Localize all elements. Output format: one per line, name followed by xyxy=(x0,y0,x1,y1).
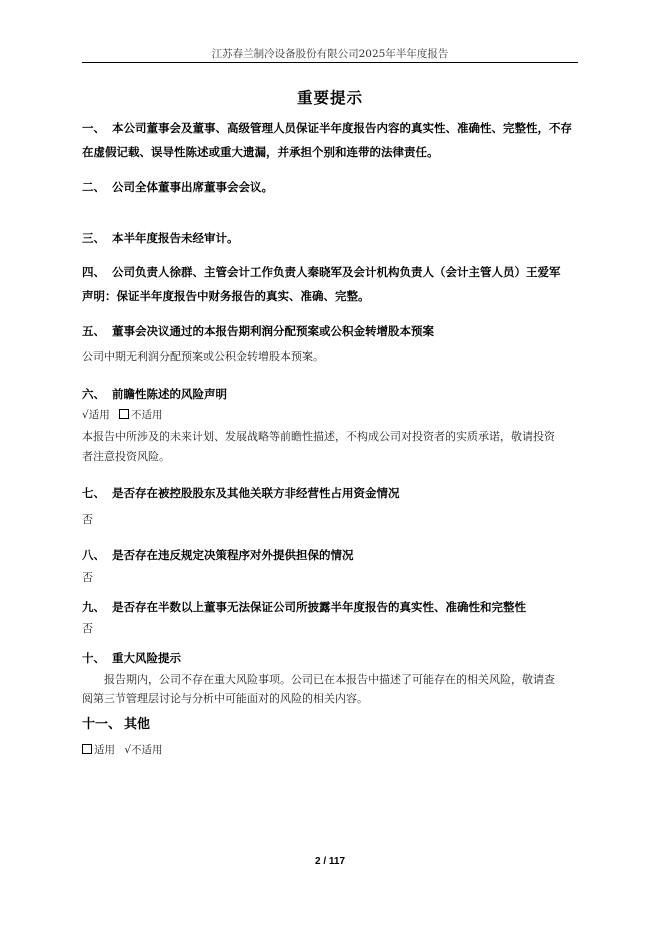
section-2-heading xyxy=(82,176,273,198)
section-8-body: 否 xyxy=(82,571,93,584)
not-applicable-unchecked: 不适用 xyxy=(131,409,163,421)
section-number: 七、 xyxy=(82,486,105,500)
section-8-heading xyxy=(82,544,354,566)
section-text: 前瞻性陈述的风险声明 xyxy=(112,387,227,401)
section-text: 董事会决议通过的本报告期利润分配预案或公积金转增股本预案 xyxy=(112,324,434,338)
section-5-body: 公司中期无利润分配预案或公积金转增股本预案。 xyxy=(82,350,324,363)
section-number: 一、 xyxy=(82,121,105,135)
section-text: 重大风险提示 xyxy=(112,651,181,665)
section-number: 十、 xyxy=(82,651,105,665)
section-text: 是否存在被控股股东及其他关联方非经营性占用资金情况 xyxy=(112,486,400,500)
section-10-heading xyxy=(82,647,181,669)
section-11-applicability xyxy=(82,740,582,761)
section-10-body-line-2: 阅第三节管理层讨论与分析中可能面对的风险的相关内容。 xyxy=(82,692,368,705)
section-number: 三、 xyxy=(82,231,105,245)
not-applicable-checked: √不适用 xyxy=(124,744,163,756)
section-4-heading xyxy=(82,261,561,283)
section-number: 六、 xyxy=(82,387,105,401)
section-text: 本半年度报告未经审计。 xyxy=(112,231,239,245)
section-text: 是否存在半数以上董事无法保证公司所披露半年度报告的真实性、准确性和完整性 xyxy=(112,600,526,614)
section-5-heading xyxy=(82,320,434,342)
section-6-body-line-2: 者注意投资风险。 xyxy=(82,450,170,463)
section-1-heading xyxy=(82,117,572,139)
section-6-heading xyxy=(82,383,227,405)
section-3-heading xyxy=(82,227,239,249)
section-9-body: 否 xyxy=(82,622,93,635)
section-4-continuation: 声明：保证半年度报告中财务报告的真实、准确、完整。 xyxy=(82,289,370,303)
section-6-applicability xyxy=(82,405,582,426)
applicable-checked: √适用 xyxy=(82,409,110,421)
page-title: 重要提示 xyxy=(296,88,363,107)
section-text: 是否存在违反规定决策程序对外提供担保的情况 xyxy=(112,548,354,562)
section-number: 二、 xyxy=(82,180,105,194)
section-number: 十一、 xyxy=(82,717,122,732)
section-number: 五、 xyxy=(82,324,105,338)
header-rule xyxy=(82,62,578,63)
checkbox-icon xyxy=(82,744,92,754)
section-number: 九、 xyxy=(82,600,105,614)
section-7-body: 否 xyxy=(82,513,93,526)
section-11-heading xyxy=(82,714,150,736)
section-text: 公司全体董事出席董事会会议。 xyxy=(112,180,273,194)
section-text: 公司负责人徐群、主管会计工作负责人秦晓军及会计机构负责人（会计主管人员）王爱军 xyxy=(112,265,561,279)
applicable-unchecked: 适用 xyxy=(94,744,115,756)
section-text: 其他 xyxy=(124,717,151,732)
section-number: 八、 xyxy=(82,548,105,562)
section-6-body-line-1: 本报告中所涉及的未来计划、发展战略等前瞻性描述，不构成公司对投资者的实质承诺，敬请投资 xyxy=(82,430,555,443)
checkbox-icon xyxy=(119,409,129,419)
section-1-continuation: 在虚假记载、误导性陈述或重大遗漏，并承担个别和连带的法律责任。 xyxy=(82,145,439,159)
section-10-body-line-1: 报告期内，公司不存在重大风险事项。公司已在本报告中描述了可能存在的相关风险，敬请查 xyxy=(104,673,555,686)
page-number: 2 / 117 xyxy=(314,856,346,867)
page-header: 江苏春兰制冷设备股份有限公司2025年半年度报告 xyxy=(211,48,449,60)
section-9-heading xyxy=(82,596,526,618)
section-7-heading xyxy=(82,482,400,504)
section-number: 四、 xyxy=(82,265,105,279)
section-text: 本公司董事会及董事、高级管理人员保证半年度报告内容的真实性、准确性、完整性，不存 xyxy=(112,121,572,135)
